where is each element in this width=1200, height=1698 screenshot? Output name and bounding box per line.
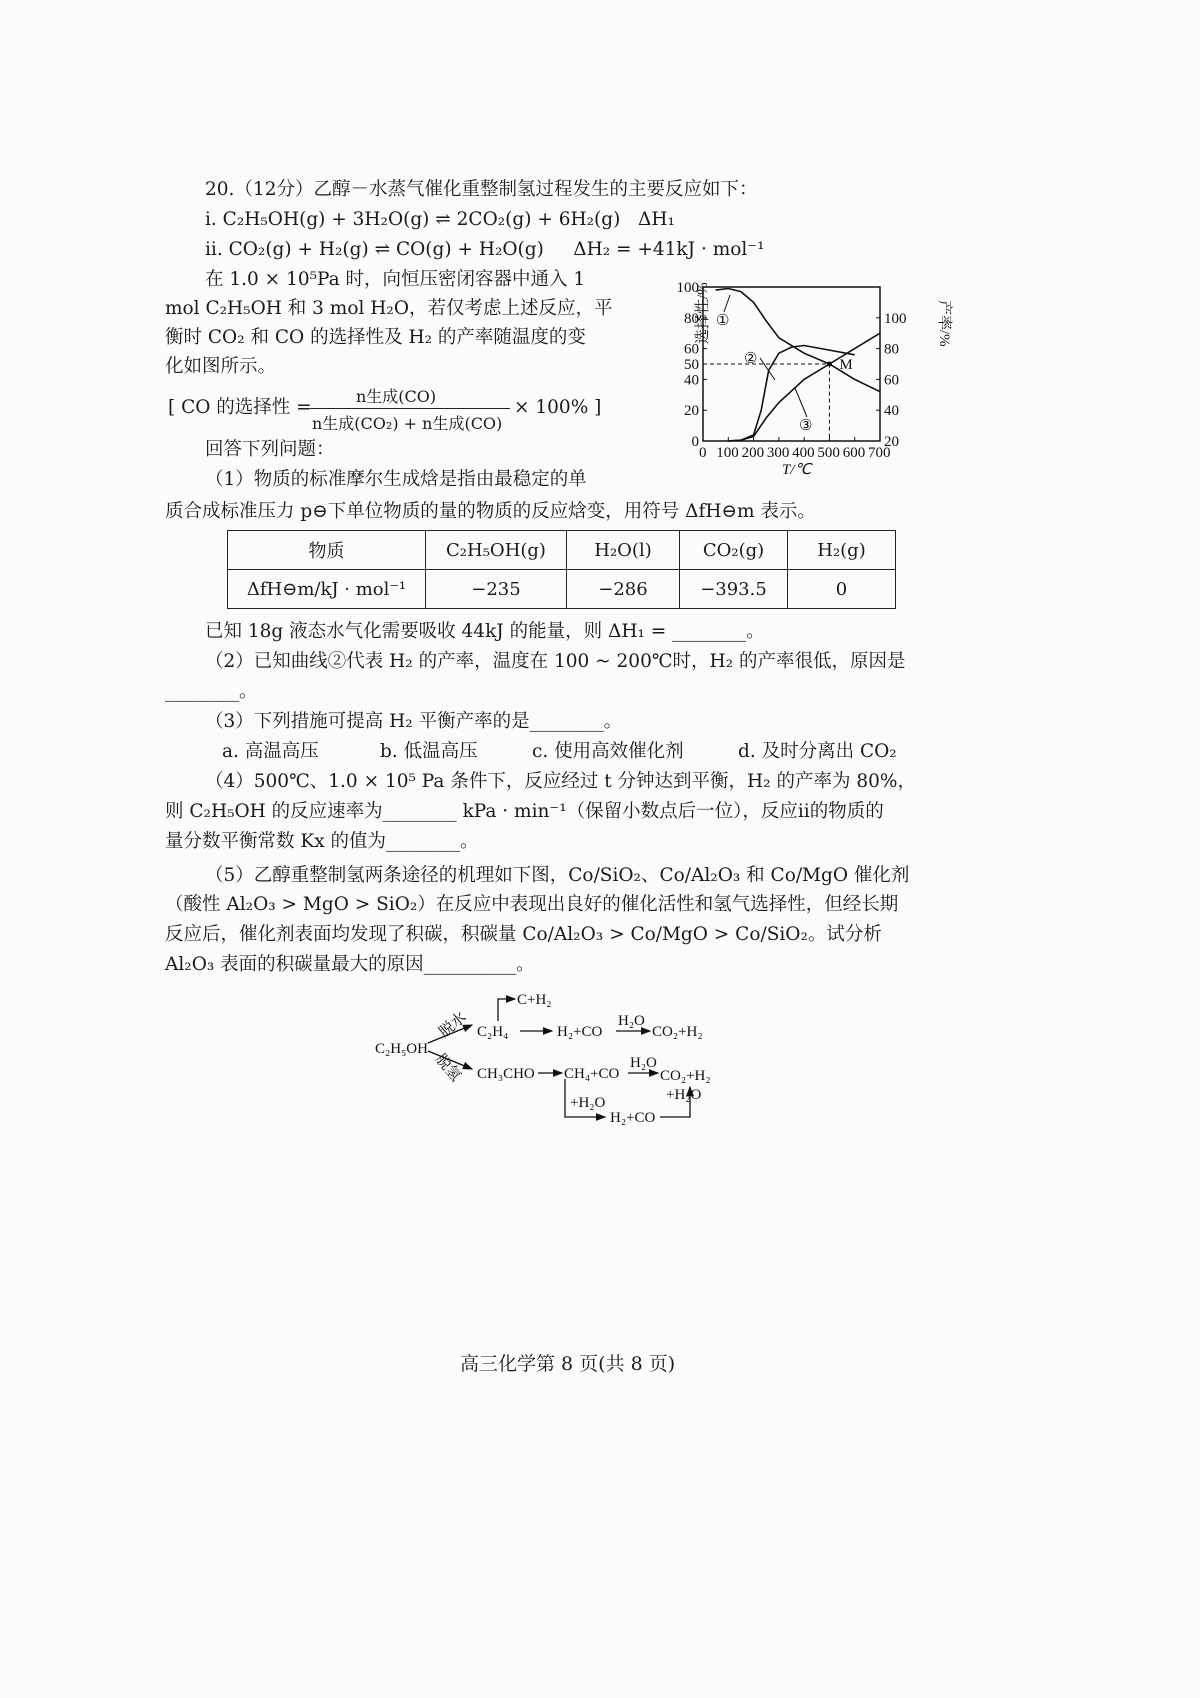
y-tick-label: 0 — [691, 434, 699, 450]
fraction-bar — [310, 408, 510, 409]
plot-frame — [703, 287, 880, 441]
table-cell: 物质 — [228, 531, 426, 570]
co2-h2-product: CO₂+H₂ — [660, 1068, 711, 1084]
formula-right: × 100% ] — [514, 397, 602, 418]
sub5-line: Al₂O₃ 表面的积碳量最大的原因__________。 — [165, 954, 535, 975]
sub1-line: 质合成标准压力 p⊖下单位物质的量的物质的反应焓变，用符号 ΔfH⊖m 表示。 — [165, 501, 816, 522]
leader-line — [724, 295, 730, 312]
x-tick-label: 700 — [868, 445, 891, 461]
sub2-blank: ________。 — [165, 681, 258, 702]
enthalpy-table — [227, 530, 896, 609]
answer-prompt: 回答下列问题： — [205, 439, 335, 460]
para-line: mol C₂H₅OH 和 3 mol H₂O，若仅考虑上述反应，平 — [165, 298, 613, 319]
page-footer: 高三化学第 8 页(共 8 页) — [460, 1353, 676, 1375]
sub5-line: （酸性 Al₂O₃ > MgO > SiO₂）在反应中表现出良好的催化活性和氢气选择性，但经长期 — [165, 894, 899, 915]
formula-denominator: n生成(CO₂) + n生成(CO) — [312, 414, 503, 433]
sub4-line: 则 C₂H₅OH 的反应速率为________ kPa · min⁻¹（保留小数点后一位），反应ⅱ的物质的 — [165, 801, 884, 822]
sub3-question: （3）下列措施可提高 H₂ 平衡产率的是________。 — [205, 711, 623, 732]
table-row — [228, 570, 896, 609]
option-c: c. 使用高效催化剂 — [532, 741, 684, 762]
y2-tick-label: 20 — [884, 434, 899, 450]
table-cell: H₂O(l) — [567, 531, 680, 570]
reaction-1: ⅰ. C₂H₅OH(g) + 3H₂O(g) ⇌ 2CO₂(g) + 6H₂(g) ΔH₁ — [205, 209, 675, 230]
y2-tick-label: 80 — [884, 341, 899, 358]
carbon-hydrogen: C+H₂ — [517, 992, 552, 1008]
formula-left: [ CO 的选择性 = — [168, 397, 312, 418]
h2-co-product: H₂+CO — [610, 1110, 656, 1126]
curve-① — [716, 289, 880, 392]
dehydration-label: 脱水 — [436, 1009, 470, 1042]
y-tick-label: 50 — [684, 357, 699, 373]
y2-axis-label: 产率/% — [936, 300, 952, 347]
question-header: 20.（12分）乙醇－水蒸气催化重整制氢过程发生的主要反应如下： — [205, 179, 758, 200]
y-tick-label: 100 — [676, 280, 699, 296]
x-tick-label: 600 — [842, 445, 866, 461]
ethylene: C₂H₄ — [477, 1024, 509, 1040]
selectivity-yield-chart — [650, 270, 950, 485]
para-line: 在 1.0 × 10⁵Pa 时，向恒压密闭容器中通入 1 — [205, 269, 586, 290]
dehydrogenation-label: 脱氢 — [431, 1051, 464, 1085]
h2-co-product: H₂+CO — [557, 1024, 603, 1040]
table-cell: −286 — [567, 570, 680, 609]
y2-tick-label: 60 — [884, 372, 899, 389]
y2-tick-label: 40 — [884, 403, 899, 420]
sub4-line: 量分数平衡常数 Kx 的值为________。 — [165, 831, 479, 852]
co2-h2-product: CO₂+H₂ — [652, 1024, 703, 1040]
water-label: H₂O — [618, 1013, 645, 1029]
table-cell: C₂H₅OH(g) — [426, 531, 567, 570]
curve-label: ① — [716, 313, 730, 329]
mechanism-diagram — [360, 985, 720, 1135]
x-tick-label: 400 — [792, 445, 815, 461]
x-tick-label: 500 — [817, 445, 840, 461]
option-d: d. 及时分离出 CO₂ — [738, 741, 897, 762]
y2-tick-label: 100 — [884, 310, 907, 327]
y-tick-label: 80 — [684, 310, 699, 327]
y-tick-label: 40 — [684, 372, 699, 389]
sub2-line: （2）已知曲线②代表 H₂ 的产率，温度在 100 ~ 200℃时，H₂ 的产率很低，原因是 — [205, 651, 906, 672]
plus-water-label: +H₂O — [570, 1095, 606, 1111]
acetaldehyde: CH₃CHO — [477, 1066, 535, 1082]
plus-water-label: +H₂O — [666, 1087, 702, 1103]
option-a: a. 高温高压 — [222, 741, 319, 762]
y-tick-label: 20 — [684, 403, 699, 420]
curve-label: ② — [744, 351, 758, 367]
formula-numerator: n生成(CO) — [356, 387, 437, 406]
para-line: 化如图所示。 — [165, 356, 277, 377]
point-m — [827, 362, 832, 367]
sub5-line: （5）乙醇重整制氢两条途径的机理如下图，Co/SiO₂、Co/Al₂O₃ 和 Co/MgO 催化剂 — [205, 865, 910, 886]
table-cell: 0 — [788, 570, 896, 609]
x-tick-label: 300 — [766, 445, 790, 461]
x-tick-label: 200 — [741, 445, 765, 461]
sub1-question: 已知 18g 液态水气化需要吸收 44kJ 的能量，则 ΔH₁ = ________。 — [205, 621, 765, 642]
y-axis-label: 选择性/% — [695, 282, 711, 344]
sub5-line: 反应后，催化剂表面均发现了积碳，积碳量 Co/Al₂O₃ > Co/MgO > Co/SiO₂。试分析 — [165, 924, 882, 945]
curve-label: ③ — [799, 418, 813, 434]
table-cell: −235 — [426, 570, 567, 609]
leader-line — [795, 388, 807, 417]
option-b: b. 低温高压 — [380, 741, 478, 762]
sub4-line: （4）500℃、1.0 × 10⁵ Pa 条件下，反应经过 t 分钟达到平衡，H₂ 的产率为 80%， — [205, 771, 916, 792]
y-tick-label: 60 — [684, 341, 699, 358]
table-header-row — [228, 531, 896, 570]
methane-co: CH₄+CO — [564, 1066, 620, 1082]
table-cell: H₂(g) — [788, 531, 896, 570]
x-tick-label: 100 — [716, 445, 739, 461]
x-axis-label: T/℃ — [782, 462, 812, 478]
x-tick-label: 0 — [699, 445, 707, 461]
ethanol: C₂H₅OH — [375, 1041, 428, 1057]
table-cell: CO₂(g) — [680, 531, 788, 570]
para-line: 衡时 CO₂ 和 CO 的选择性及 H₂ 的产率随温度的变 — [165, 327, 586, 348]
sub1-line: （1）物质的标准摩尔生成焓是指由最稳定的单 — [205, 469, 587, 490]
reaction-2: ⅱ. CO₂(g) + H₂(g) ⇌ CO(g) + H₂O(g) ΔH₂ = +41kJ · mol⁻¹ — [205, 239, 765, 260]
water-label: H₂O — [630, 1055, 657, 1071]
table-cell: ΔfH⊖m/kJ · mol⁻¹ — [228, 570, 426, 609]
table-cell: −393.5 — [680, 570, 788, 609]
point-m-label: M — [839, 357, 853, 373]
